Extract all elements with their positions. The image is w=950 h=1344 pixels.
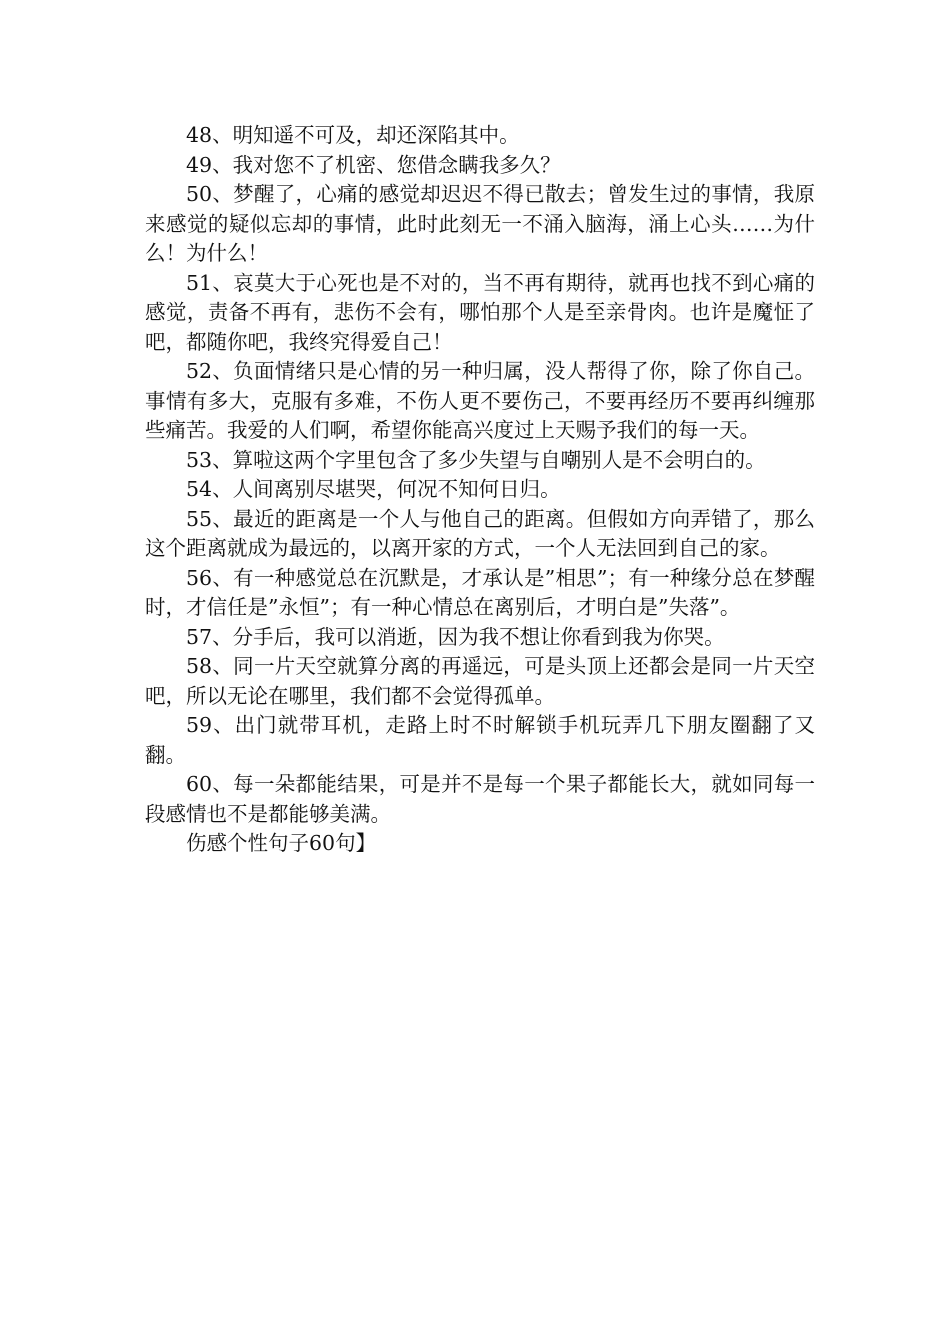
paragraph-60: 60、每一朵都能结果，可是并不是每一个果子都能长大，就如同每一段感情也不是都能够美满。: [145, 772, 815, 826]
paragraph-58: 58、同一片天空就算分离的再遥远，可是头顶上还都会是同一片天空吧，所以无论在哪里，我们都不会觉得孤单。: [145, 654, 815, 708]
paragraph-51: 51、哀莫大于心死也是不对的，当不再有期待，就再也找不到心痛的感觉，责备不再有，悲伤不会有，哪怕那个人是至亲骨肉。也许是魔怔了吧，都随你吧，我终究得爱自己！: [145, 270, 815, 354]
paragraph-55: 55、最近的距离是一个人与他自己的距离。但假如方向弄错了，那么这个距离就成为最远的，以离开家的方式，一个人无法回到自己的家。: [145, 506, 815, 560]
paragraph-59: 59、出门就带耳机，走路上时不时解锁手机玩弄几下朋友圈翻了又翻。: [145, 713, 815, 767]
paragraph-50: 50、梦醒了，心痛的感觉却迟迟不得已散去；曾发生过的事情，我原来感觉的疑似忘却的事情，此时此刻无一不涌入脑海，涌上心头……为什么！为什么！: [145, 182, 815, 265]
paragraph-49: 49、我对您不了机密、您借念瞒我多久？: [186, 152, 561, 177]
paragraph-48: 48、明知遥不可及，却还深陷其中。: [186, 123, 520, 147]
paragraph-57: 57、分手后，我可以消逝，因为我不想让你看到我为你哭。: [186, 624, 725, 649]
paragraph-52: 52、负面情绪只是心情的另一种归属，没人帮得了你，除了你自己。事情有多大，克服有多难，不伤人更不要伤己，不要再经历不要再纠缠那些痛苦。我爱的人们啊，希望你能高兴度过上天赐予我们的每一天。: [145, 359, 815, 442]
document-body: [145, 121, 815, 859]
paragraph-56: 56、有一种感觉总在沉默是，才承认是”相思”；有一种缘分总在梦醒时，才信任是”永恒”；有一种心情总在离别后，才明白是”失落”。: [145, 565, 815, 619]
closing-line: 伤感个性句子60句】: [186, 831, 377, 855]
paragraph-53: 53、算啦这两个字里包含了多少失望与自嘲别人是不会明白的。: [186, 447, 766, 472]
paragraph-54: 54、人间离别尽堪哭，何况不知何日归。: [186, 477, 561, 501]
